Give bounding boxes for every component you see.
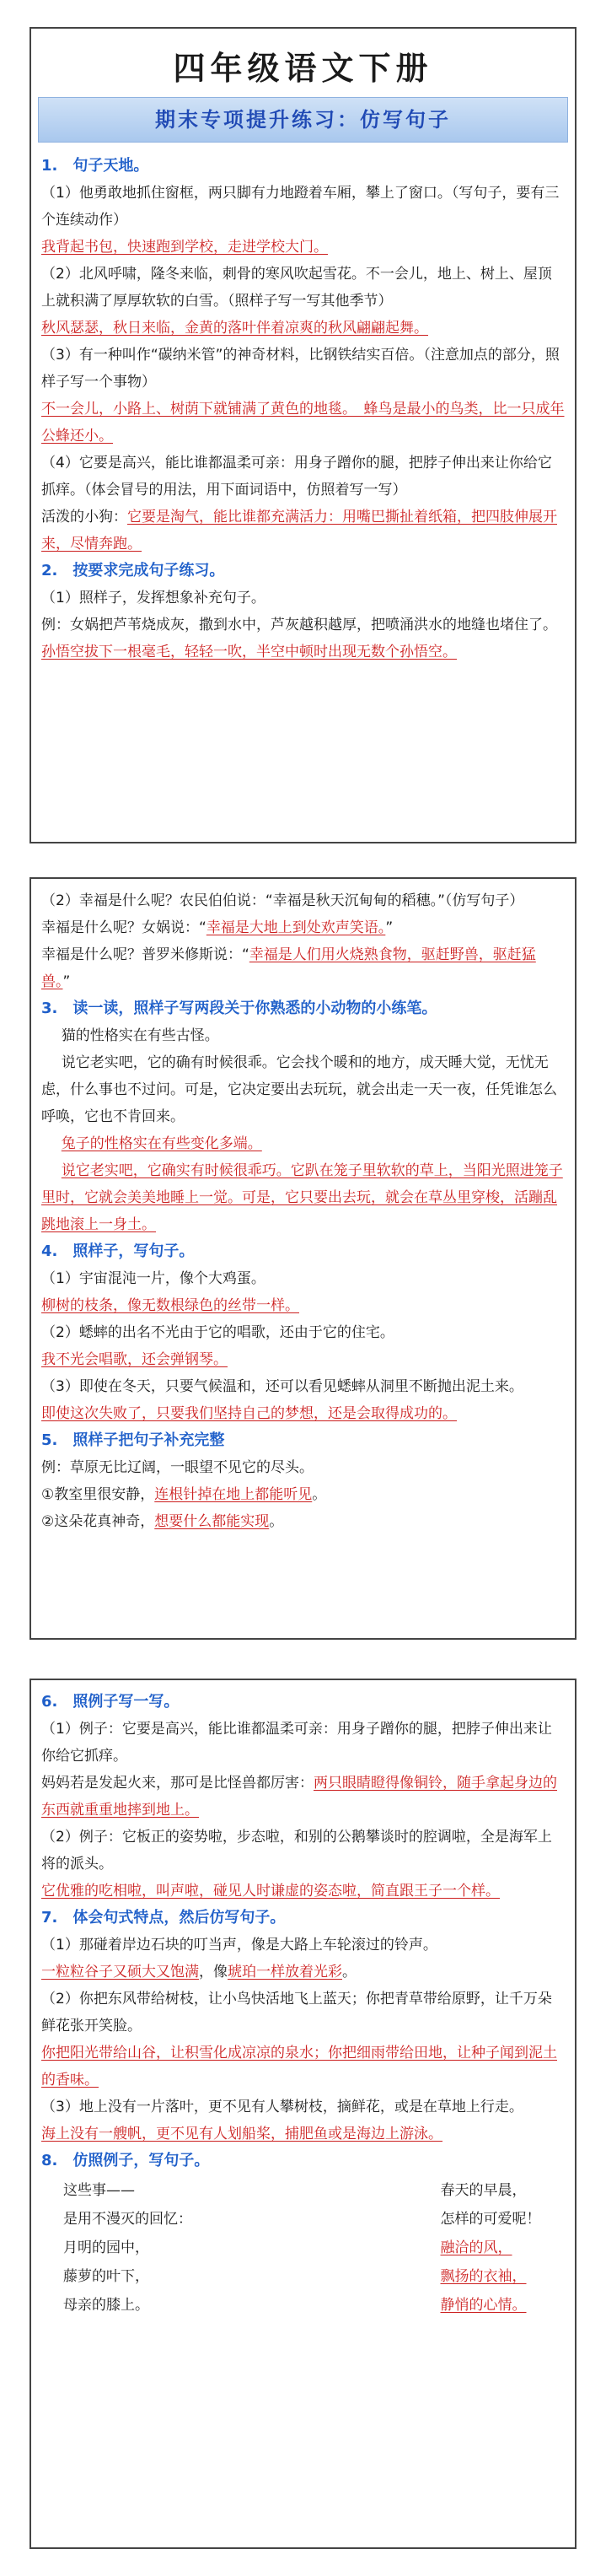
s8-answer-column (314, 2176, 566, 2320)
s2-reply-1-answer: 幸福是大地上到处欢声笑语。 (206, 919, 386, 936)
s7-answer-1-end: 。 (342, 1964, 357, 1981)
s7-answer-3: 海上没有一艘帆，更不见有人划船桨，捕肥鱼或是海边上游泳。 (41, 2126, 442, 2142)
s6-answer-2-line (41, 1878, 565, 1905)
s7-answer-2: 你把阳光带给山谷，让积雪化成凉凉的泉水；你把细雨带给田地，让种子闻到泥土的香味。 (41, 2045, 557, 2088)
s8-answer-line: 怎样的可爱呢！ (440, 2211, 541, 2228)
s7-answer-2-line (41, 2040, 565, 2094)
s4-question-1: （1）宇宙混沌一片，像个大鸡蛋。 (41, 1270, 265, 1287)
s3-answer-2-line (41, 1157, 565, 1238)
s8-answer-line: 春天的早晨， (440, 2182, 527, 2199)
s1-answer-2: 秋风瑟瑟，秋日来临，金黄的落叶伴着凉爽的秋风翩翩起舞。 (41, 320, 428, 337)
page-title: 四年级语文下册 (173, 50, 433, 87)
s5-answer-2: 想要什么都能实现 (154, 1513, 270, 1530)
s5-line-1-suffix: 。 (312, 1486, 327, 1503)
s7-question-2: （2）你把东风带给树枝，让小鸟快活地飞上蓝天；你把青草带给原野，让千万朵鲜花张开笑脸。 (41, 1991, 552, 2034)
s8-example-line: 母亲的膝上。 (63, 2297, 149, 2314)
s4-answer-2-line (41, 1346, 565, 1373)
s4-question-2: （2）蟋蟀的出名不光由于它的唱歌，还由于它的住宅。 (41, 1324, 394, 1341)
s8-answer-line (441, 2262, 566, 2291)
s5-example: 例：草原无比辽阔，一眼望不见它的尽头。 (41, 1459, 314, 1476)
s5-line-1-prefix: ①教室里很安静， (41, 1486, 155, 1503)
s1-answer-3-line (41, 396, 565, 450)
s1-answer-4-prefix: 活泼的小狗： (41, 509, 127, 525)
s7-answer-1-line (41, 1959, 565, 1986)
s4-question-3: （3）即使在冬天，只要气候温和，还可以看见蟋蟀从洞里不断抛出泥土来。 (41, 1378, 523, 1395)
s3-answer-2: 说它老实吧，它确实有时候很乖巧。它趴在笼子里软软的草上，当阳光照进笼子里时，它就会美美地睡上一觉。可是，它只要出去玩，就会在草丛里穿梭，活蹦乱跳地滚上一身土。 (41, 1162, 563, 1233)
s8-answer-line (441, 2291, 566, 2320)
s1-answer-2-line (41, 315, 565, 342)
s1-question-4: （4）它要是高兴，能比谁都温柔可亲：用身子蹭你的腿，把脖子伸出来让你给它抓痒。（体会冒号的用法，用下面词语中，仿照着写一写） (41, 455, 552, 498)
s5-answer-1: 连根针掉在地上都能听见 (154, 1486, 313, 1503)
section-3-heading: 3. 读一读，照样子写两段关于你熟悉的小动物的小练笔。 (41, 1000, 437, 1017)
s7-answer-3-line (41, 2121, 565, 2148)
s2-question-1: （1）照样子，发挥想象补充句子。 (41, 590, 265, 606)
s8-example-line: 是用不漫灭的回忆： (63, 2211, 192, 2228)
section-5-heading: 5. 照样子把句子补充完整 (41, 1431, 225, 1449)
s6-answer-1-prefix: 妈妈若是发起火来，那可是比怪兽都厉害： (41, 1775, 314, 1792)
s2-reply-1-suffix: ” (385, 919, 394, 936)
s6-answer-1: 两只眼睛瞪得像铜铃，随手拿起身边的东西就重重地摔到地上。 (41, 1775, 557, 1819)
s2-example: 例：女娲把芦苇烧成灰，撒到水中，芦灰越积越厚，把喷涌洪水的地缝也堵住了。 (41, 617, 557, 633)
s8-example-line: 月明的园中， (63, 2239, 149, 2256)
s8-example-line: 这些事—— (63, 2182, 135, 2199)
s1-answer-3: 不一会儿，小路上、树荫下就铺满了黄色的地毯。 蜂鸟是最小的鸟类，比一只成年公蜂还小。 (41, 401, 565, 445)
section-1-heading: 1. 句子天地。 (41, 157, 149, 175)
section-4-heading: 4. 照样子，写句子。 (41, 1242, 195, 1260)
s1-answer-1: 我背起书包，快速跑到学校，走进学校大门。 (41, 239, 328, 256)
s8-poem (63, 2176, 565, 2320)
s8-answer: 融洽的风， (440, 2239, 512, 2256)
s8-answer: 静悄的心情。 (440, 2297, 527, 2314)
s1-question-2: （2）北风呼啸，隆冬来临，刺骨的寒风吹起雪花。不一会儿，地上、树上、屋顶上就积满了厚厚软软的白雪。（照样子写一写其他季节） (41, 266, 552, 310)
s2-reply-2-suffix: ” (62, 973, 71, 990)
s2-reply-1 (41, 914, 565, 941)
s3-answer-1-line (41, 1130, 565, 1157)
s2-reply-2 (41, 941, 565, 995)
s2-reply-1-prefix: 幸福是什么呢？女娲说：“ (41, 919, 206, 936)
worksheet-page-1 (29, 27, 577, 843)
s7-answer-1-part-2: 琥珀一样放着光彩 (228, 1964, 342, 1981)
section-8-heading: 8. 仿照例子，写句子。 (41, 2152, 210, 2169)
s7-answer-1-part-1: 一粒粒谷子又硕大又饱满 (41, 1964, 199, 1981)
worksheet-page-3 (29, 1679, 577, 2549)
section-2-heading: 2. 按要求完成句子练习。 (41, 562, 225, 579)
s2-reply-2-prefix: 幸福是什么呢？普罗米修斯说：“ (41, 946, 249, 963)
s4-answer-3: 即使这次失败了，只要我们坚持自己的梦想，还是会取得成功的。 (41, 1405, 457, 1422)
s8-answer-line (441, 2234, 566, 2262)
s1-answer-4-line (41, 504, 565, 558)
s5-line-2-prefix: ②这朵花真神奇， (41, 1513, 155, 1530)
s8-example-column (63, 2176, 314, 2320)
s7-question-3: （3）地上没有一片落叶，更不见有人攀树枝，摘鲜花，或是在草地上行走。 (41, 2099, 523, 2115)
s3-example-para-1: 猫的性格实在有些古怪。 (61, 1027, 219, 1044)
s6-answer-1-line (41, 1770, 565, 1824)
s4-answer-2: 我不光会唱歌，还会弹钢琴。 (41, 1351, 228, 1368)
s5-line-2-suffix: 。 (269, 1513, 284, 1530)
worksheet-page-2 (29, 877, 577, 1640)
subtitle-banner: 期末专项提升练习：仿写句子 (38, 97, 568, 143)
s1-question-1: （1）他勇敢地抓住窗框，两只脚有力地蹬着车厢，攀上了窗口。（写句子，要有三个连续动作） (41, 185, 560, 229)
s3-answer-1: 兔子的性格实在有些变化多端。 (61, 1135, 262, 1152)
s1-answer-1-line (41, 234, 565, 261)
s5-line-1 (41, 1481, 565, 1508)
s4-answer-1: 柳树的枝条，像无数根绿色的丝带一样。 (41, 1297, 299, 1314)
s2-answer-1: 孙悟空拔下一根毫毛，轻轻一吹，半空中顿时出现无数个孙悟空。 (41, 644, 457, 660)
s7-answer-1-mid: ，像 (199, 1964, 228, 1981)
s2-question-2: （2）幸福是什么呢？农民伯伯说：“幸福是秋天沉甸甸的稻穗。”（仿写句子） (41, 892, 524, 909)
section-6-heading: 6. 照例子写一写。 (41, 1693, 180, 1711)
s2-answer-1-line (41, 639, 565, 666)
s1-question-3: （3）有一种叫作“碳纳米管”的神奇材料，比钢铁结实百倍。（注意加点的部分，照样子写一个事物） (41, 347, 560, 391)
s6-question-2: （2）例子：它板正的姿势啦，步态啦，和别的公鹅攀谈时的腔调啦，全是海军上将的派头。 (41, 1829, 552, 1873)
s7-question-1: （1）那碰着岸边石块的叮当声，像是大路上车轮滚过的铃声。 (41, 1937, 437, 1954)
section-7-heading: 7. 体会句式特点，然后仿写句子。 (41, 1909, 286, 1927)
s6-question-1: （1）例子：它要是高兴，能比谁都温柔可亲：用身子蹭你的腿，把脖子伸出来让你给它抓痒。 (41, 1721, 552, 1765)
s4-answer-3-line (41, 1400, 565, 1427)
s1-answer-4: 它要是淘气，能比谁都充满活力：用嘴巴撕扯着纸箱，把四肢伸展开来，尽情奔跑。 (41, 509, 557, 552)
s4-answer-1-line (41, 1292, 565, 1319)
s8-example-line: 藤萝的叶下， (63, 2268, 149, 2285)
s6-answer-2: 它优雅的吃相啦，叫声啦，碰见人时谦虚的姿态啦，简直跟王子一个样。 (41, 1883, 500, 1900)
s3-example-para-2: 说它老实吧，它的确有时候很乖。它会找个暖和的地方，成天睡大觉，无忧无虑，什么事也不过问。可是，它决定要出去玩玩，就会出走一天一夜，任凭谁怎么呼唤，它也不肯回来。 (41, 1054, 557, 1125)
s2-reply-2-answer: 幸福是人们用火烧熟食物，驱赶野兽，驱赶猛兽。 (41, 946, 536, 990)
s8-answer: 飘扬的衣袖， (440, 2268, 527, 2285)
s5-line-2 (41, 1508, 565, 1535)
